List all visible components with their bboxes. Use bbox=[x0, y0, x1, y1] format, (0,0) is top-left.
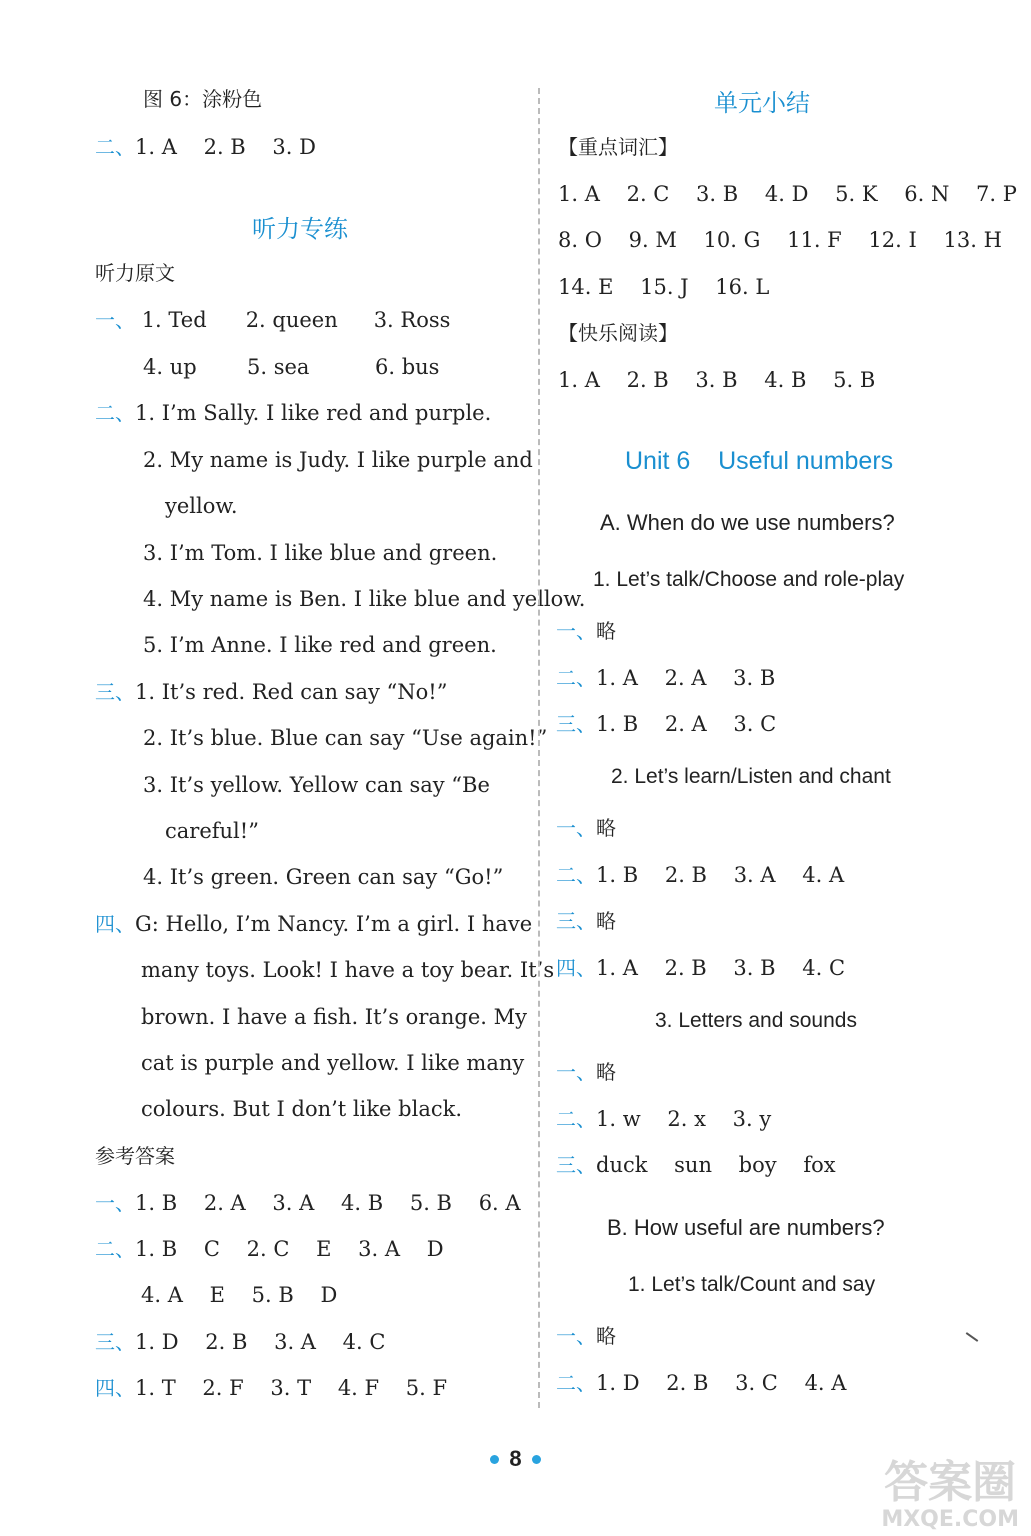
transcript-text: G: Hello, I’m Nancy. I’m a girl. I have bbox=[135, 912, 533, 936]
transcript-text: cat is purple and yellow. I like many bbox=[141, 1051, 525, 1075]
transcript-text: brown. I have a fish. It’s orange. My bbox=[141, 1005, 527, 1029]
answer-row bbox=[556, 616, 616, 646]
answer-row bbox=[556, 1321, 616, 1351]
transcript-row bbox=[95, 677, 447, 707]
item-number: 三、 bbox=[556, 712, 596, 736]
subheading: 参考答案 bbox=[95, 1144, 175, 1168]
section-heading: A. When do we use numbers? bbox=[600, 510, 895, 535]
transcript-row bbox=[95, 398, 491, 428]
lesson-heading: 1. Let’s talk/Count and say bbox=[628, 1273, 876, 1296]
transcript-text: colours. But I don’t like black. bbox=[141, 1097, 462, 1121]
answer-text: 1. A 2. A 3. B bbox=[596, 666, 776, 690]
watermark-text: 答案圈 bbox=[884, 1457, 1017, 1508]
answer-text: 1. B 2. B 3. A 4. A bbox=[596, 863, 845, 887]
answer-row bbox=[95, 1188, 521, 1218]
answer-row bbox=[95, 132, 316, 162]
answer-row bbox=[556, 813, 616, 843]
answer-text: 8. O 9. M 10. G 11. F 12. I 13. H bbox=[558, 228, 1002, 252]
section-title: 听力专练 bbox=[252, 215, 348, 243]
answer-text: 略 bbox=[596, 1324, 616, 1348]
item-number: 四、 bbox=[556, 956, 596, 980]
question-row bbox=[143, 352, 439, 382]
item-number: 一、 bbox=[556, 1060, 596, 1084]
answer-row bbox=[556, 1368, 846, 1398]
pen-mark bbox=[966, 1332, 979, 1342]
answer-row bbox=[95, 1373, 447, 1403]
answer-text: 略 bbox=[596, 909, 616, 933]
page-number: 8 bbox=[509, 1446, 522, 1471]
transcript-text: 3. I’m Tom. I like blue and green. bbox=[143, 541, 498, 565]
page-footer bbox=[0, 1446, 1031, 1472]
list-item: 2. queen bbox=[245, 308, 338, 332]
transcript-text: 4. My name is Ben. I like blue and yellow. bbox=[143, 587, 586, 611]
answer-row bbox=[556, 663, 775, 693]
transcript-text: 1. It’s red. Red can say “No!” bbox=[135, 680, 448, 704]
item-number: 二、 bbox=[95, 135, 135, 159]
transcript-text: 3. It’s yellow. Yellow can say “Be bbox=[143, 773, 490, 797]
column-divider bbox=[538, 88, 540, 1408]
list-item: 5. sea bbox=[247, 355, 310, 379]
item-number: 一、 bbox=[95, 1191, 135, 1215]
transcript-text: yellow. bbox=[165, 494, 238, 518]
answer-text: 1. D 2. B 3. A 4. C bbox=[135, 1330, 386, 1354]
transcript-text: 2. My name is Judy. I like purple and bbox=[143, 448, 533, 472]
item-number: 四、 bbox=[95, 1376, 135, 1400]
answer-text: 1. A 2. B 3. B 4. C bbox=[596, 956, 846, 980]
answer-row bbox=[556, 709, 776, 739]
item-number: 二、 bbox=[556, 1107, 596, 1131]
item-number: 三、 bbox=[556, 1153, 596, 1177]
unit-title: Unit 6 Useful numbers bbox=[625, 447, 894, 475]
transcript-text: 5. I’m Anne. I like red and green. bbox=[143, 633, 497, 657]
answer-row bbox=[556, 1104, 771, 1134]
item-number: 三、 bbox=[556, 909, 596, 933]
answer-text: 1. B C 2. C E 3. A D bbox=[135, 1237, 444, 1261]
answer-row bbox=[95, 1234, 444, 1264]
answer-text: duck sun boy fox bbox=[596, 1153, 836, 1177]
transcript-text: careful!” bbox=[165, 819, 259, 843]
answer-text: 1. A 2. B 3. B 4. B 5. B bbox=[558, 368, 876, 392]
answer-row bbox=[95, 1327, 385, 1357]
item-number: 三、 bbox=[95, 1330, 135, 1354]
section-heading: B. How useful are numbers? bbox=[607, 1215, 885, 1240]
answer-text: 4. A E 5. B D bbox=[141, 1283, 338, 1307]
item-number: 二、 bbox=[95, 1237, 135, 1261]
answer-text: 1. w 2. x 3. y bbox=[596, 1107, 772, 1131]
item-number: 二、 bbox=[556, 863, 596, 887]
answer-text: 略 bbox=[596, 816, 616, 840]
answer-text: 略 bbox=[596, 1060, 616, 1084]
list-item: 3. Ross bbox=[373, 308, 451, 332]
answer-row bbox=[556, 906, 616, 936]
section-title: 单元小结 bbox=[714, 89, 810, 117]
subheading: 听力原文 bbox=[95, 261, 175, 285]
answer-text: 14. E 15. J 16. L bbox=[558, 275, 770, 299]
watermark-url: MXQE.COM bbox=[881, 1507, 1019, 1532]
transcript-text: 4. It’s green. Green can say “Go!” bbox=[143, 865, 504, 889]
transcript-row bbox=[95, 909, 532, 939]
subheading: 【重点词汇】 bbox=[558, 135, 678, 159]
answer-text: 1. T 2. F 3. T 4. F 5. F bbox=[135, 1376, 448, 1400]
dot-icon bbox=[490, 1455, 499, 1464]
answer-row bbox=[556, 953, 845, 983]
item-number: 一、 bbox=[556, 619, 596, 643]
lesson-heading: 2. Let’s learn/Listen and chant bbox=[611, 765, 891, 788]
transcript-text: 2. It’s blue. Blue can say “Use again!” bbox=[143, 726, 548, 750]
figure-note: 图 6：涂粉色 bbox=[143, 87, 263, 111]
list-item: 6. bus bbox=[375, 355, 440, 379]
question-row bbox=[95, 305, 450, 335]
item-number: 一、 bbox=[556, 816, 596, 840]
item-number: 一、 bbox=[556, 1324, 596, 1348]
list-item: 4. up bbox=[143, 355, 197, 379]
list-item: 1. Ted bbox=[141, 308, 207, 332]
answer-text: 1. B 2. A 3. C bbox=[596, 712, 777, 736]
dot-icon bbox=[532, 1455, 541, 1464]
item-number: 二、 bbox=[95, 401, 135, 425]
answer-text: 1. D 2. B 3. C 4. A bbox=[596, 1371, 847, 1395]
answer-text: 略 bbox=[596, 619, 616, 643]
transcript-text: many toys. Look! I have a toy bear. It’s bbox=[141, 958, 555, 982]
watermark-logo bbox=[881, 1459, 1019, 1532]
answer-row bbox=[556, 1150, 836, 1180]
subheading: 【快乐阅读】 bbox=[558, 321, 678, 345]
answer-text: 1. A 2. C 3. B 4. D 5. K 6. N 7. P bbox=[558, 182, 1017, 206]
item-number: 二、 bbox=[556, 1371, 596, 1395]
lesson-heading: 1. Let’s talk/Choose and role-play bbox=[593, 568, 905, 591]
item-number: 二、 bbox=[556, 666, 596, 690]
answer-row bbox=[556, 860, 844, 890]
item-number: 三、 bbox=[95, 680, 135, 704]
lesson-heading: 3. Letters and sounds bbox=[655, 1009, 857, 1032]
answer-row bbox=[556, 1057, 616, 1087]
answer-text: 1. B 2. A 3. A 4. B 5. B 6. A bbox=[135, 1191, 521, 1215]
transcript-text: 1. I’m Sally. I like red and purple. bbox=[135, 401, 492, 425]
answer-text: 1. A 2. B 3. D bbox=[135, 135, 316, 159]
item-number: 一、 bbox=[95, 308, 135, 332]
item-number: 四、 bbox=[95, 912, 135, 936]
